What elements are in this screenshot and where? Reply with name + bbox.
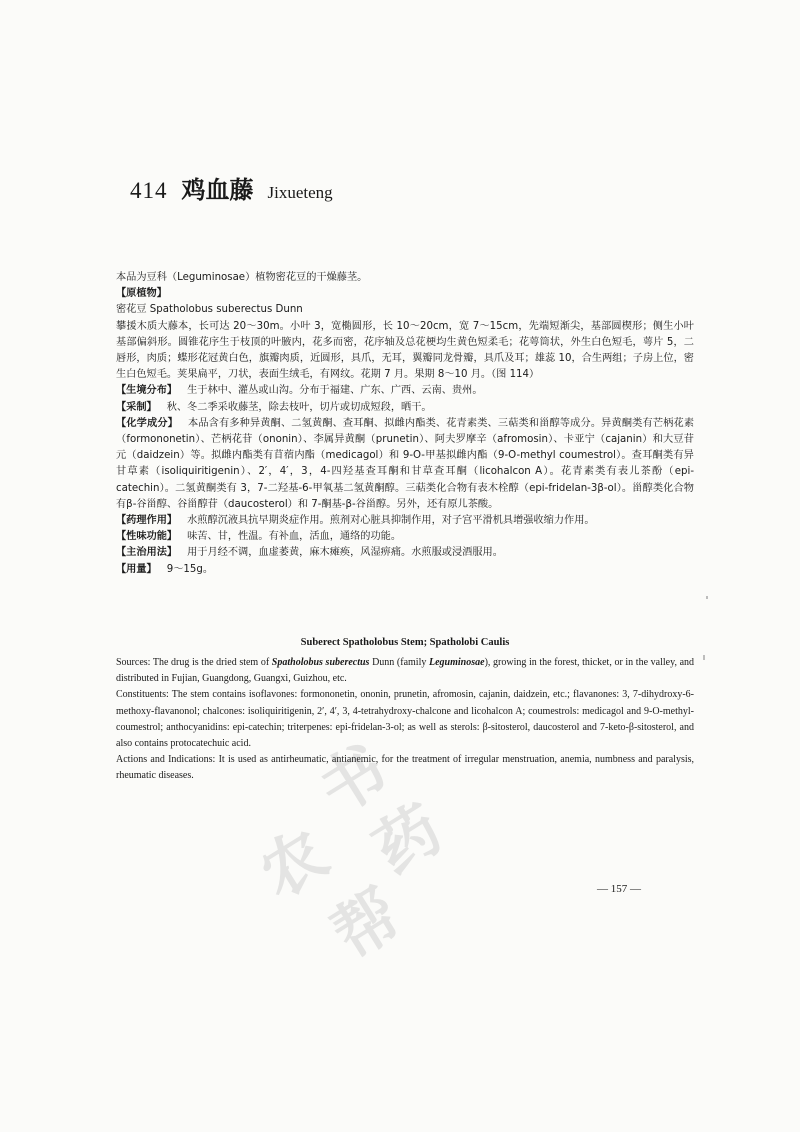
entry-name-chinese: 鸡血藤 xyxy=(181,176,254,204)
chemistry-text: 本品含有多种异黄酮、二氢黄酮、查耳酮、拟雌内酯类、花青素类、三萜类和甾醇等成分。异黄酮类有芒柄花素（formononetin）、芒柄花苷（ononin）、李属异黄酮（prunetin）、阿夫罗摩辛（afromosin）、卡亚宁（cajanin）和大豆苷元（daidzein）等。拟雌内酯类有苜蓿内酯（medicagol）和 9-O-甲基拟雌内酯（9-O-methyl coumestrol）。查耳酮类有异甘草素（isoliquiritigenin）、2′，4′，3，4-四羟基查耳酮和甘草查耳酮（licohalcon A）。花青素类有表儿茶酚（epi-catechin）。二氢黄酮类有 3，7-二羟基-6-甲氧基二氢黄酮醇。三萜类化合物有表木栓醇（epi-fridelan-3β-ol）。甾醇类化合物有β-谷甾醇、谷甾醇苷（daucosterol）和 7-酮基-β-谷甾醇。另外，还有原儿茶酸。 xyxy=(116,417,695,510)
plant-section-label: 【原植物】 xyxy=(116,288,167,300)
entry-title xyxy=(130,170,333,210)
chemistry-section-label: 【化学成分】 xyxy=(116,417,178,429)
constituents-paragraph: Constituents: The stem contains isoflavones: formononetin, ononin, prunetin, afromosin, cajanin, daidzein, etc.; flavanones: 3, 7-dihydroxy-6-methoxy-flavanonol; chalcones: isoliquiritigenin, 2′, 4′, 3, 4-tetrahydroxy-chalcone and licohalcon A; coumestrols: medicagol and 9-O-methyl-coumestrol; anthocyanidins: epi-catechin; triterpenes: epi-fridelan-3-ol; as well as sterols: β-sitosterol, daucosterol and 7-keto-β-sitosterol, and also contains protocatechuic acid. xyxy=(116,689,694,750)
pharmacology-text: 水煎醇沉液具抗早期炎症作用。煎剂对心脏具抑制作用，对子宫平滑机具增强收缩力作用。 xyxy=(187,515,595,527)
watermark-char: 农 xyxy=(246,815,341,914)
sources-text-end: ), growing in the forest, thicket, or in the valley, and distributed in Fujian, Guangdong, Guangxi, Guizhou, etc. xyxy=(116,657,695,685)
english-title: Suberect Spatholobus Stem; Spatholobi Caulis xyxy=(300,637,510,648)
sources-text: Sources: The drug is the dried stem of xyxy=(116,657,272,668)
entry-number: 414 xyxy=(130,178,168,203)
usage-text: 用于月经不调，血虚萎黄，麻木瘫痪，风湿痹痛。水煎服或浸酒服用。 xyxy=(187,547,503,559)
dosage-text: 9～15g。 xyxy=(166,563,214,575)
processing-text: 秋、冬二季采收藤茎，除去枝叶，切片或切成短段，晒干。 xyxy=(166,401,432,413)
species-name: Spatholobus suberectus xyxy=(271,657,370,668)
watermark-char: 帮 xyxy=(319,875,414,974)
watermark-char: 书 xyxy=(306,731,401,829)
scan-speck xyxy=(706,596,708,599)
actions-paragraph: Actions and Indications: It is used as antirheumatic, antianemic, for the treatment of irregular menstruation, anemia, numbness and paralysis, rheumatic diseases. xyxy=(116,754,694,782)
scan-speck xyxy=(703,655,705,660)
intro-text: 本品为豆科（Leguminosae）植物密花豆的干燥藤茎。 xyxy=(116,272,368,283)
processing-section-label: 【采制】 xyxy=(116,401,157,413)
page-number: — 157 — xyxy=(597,883,641,895)
dosage-section-label: 【用量】 xyxy=(116,563,157,575)
sources-paragraph xyxy=(116,655,694,687)
entry-name-pinyin: Jixueteng xyxy=(267,183,333,202)
plant-name: 密花豆 Spatholobus suberectus Dunn xyxy=(116,304,303,316)
pharmacology-section-label: 【药理作用】 xyxy=(116,515,178,527)
nature-section-label: 【性味功能】 xyxy=(116,531,178,543)
family-name: Leguminosae xyxy=(429,657,485,668)
nature-text: 味苦、甘，性温。有补血，活血，通络的功能。 xyxy=(187,531,402,543)
sources-text-mid: Dunn (family xyxy=(369,657,429,668)
watermark-char: 药 xyxy=(361,791,456,889)
usage-section-label: 【主治用法】 xyxy=(116,547,178,559)
plant-description: 攀援木质大藤本，长可达 20～30m。小叶 3，宽椭圆形，长 10～20cm，宽 7～15cm，先端短渐尖，基部圆楔形；侧生小叶基部偏斜形。圆锥花序生于枝顶的叶腋内，花多而密，花序轴及总花梗均生黄色短柔毛；花萼筒状，外生白色短毛，萼片 5，二唇形，肉质；蝶形花冠黄白色，旗瓣肉质，近圆形，具爪，无耳，翼瓣同龙骨瓣，具爪及耳；雄蕊 10，合生两组；子房上位，密生白色短毛。荚果扁平，刀状，表面生绒毛，有网纹。花期 7 月。果期 8～10 月。（图 114） xyxy=(116,320,694,381)
habitat-section-label: 【生境分布】 xyxy=(116,385,178,397)
chinese-description xyxy=(116,270,694,578)
habitat-text: 生于林中、灌丛或山沟。分布于福建、广东、广西、云南、贵州。 xyxy=(187,385,483,397)
